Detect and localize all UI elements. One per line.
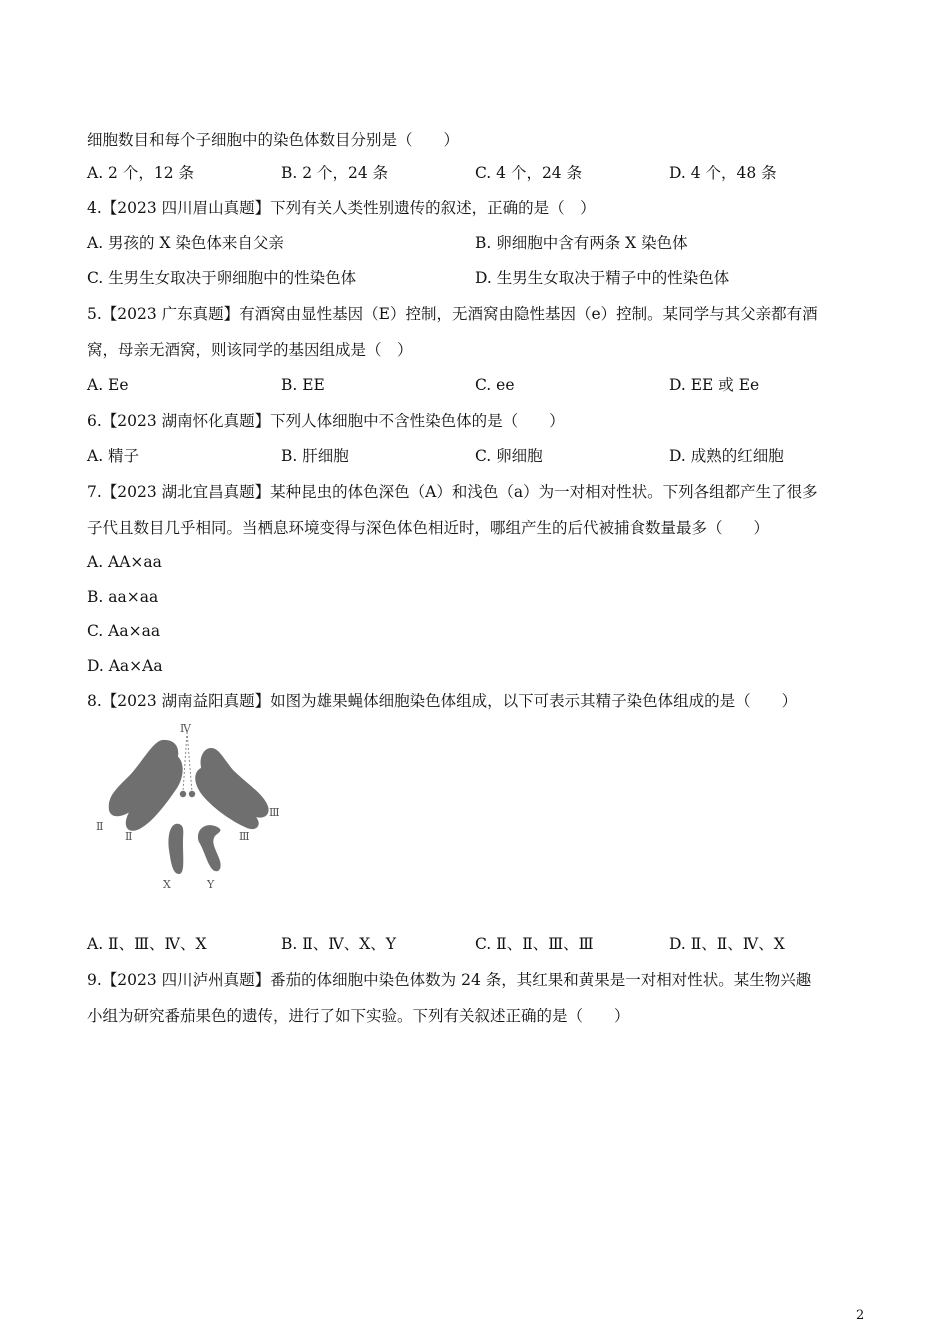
q6-option-d: D. 成熟的红细胞 [669,447,784,465]
q8-option-b: B. Ⅱ、Ⅳ、X、Y [281,935,397,953]
chromosome-iv-dot-left [180,791,186,797]
label-iii-inner: Ⅲ [239,830,250,843]
q8-option-d: D. Ⅱ、Ⅱ、Ⅳ、X [669,935,785,953]
question-5-stem-line2: 窝，母亲无酒窝，则该同学的基因组成是（ ） [87,341,413,359]
q5-option-d: D. EE 或 Ee [669,376,760,394]
q4-option-b: B. 卵细胞中含有两条 X 染色体 [475,234,688,252]
q7-option-a: A. AA×aa [87,553,162,571]
question-9-stem-line2: 小组为研究番茄果色的遗传，进行了如下实验。下列有关叙述正确的是（ ） [87,1007,630,1025]
question-7-stem-line2: 子代且数目几乎相同。当栖息环境变得与深色体色相近时，哪组产生的后代被捕食数量最多（ ） [87,519,770,537]
q7-option-d: D. Aa×Aa [87,657,163,675]
q7-option-b: B. aa×aa [87,588,159,606]
page-number: 2 [856,1308,865,1323]
q8-option-c: C. Ⅱ、Ⅱ、Ⅲ、Ⅲ [475,935,594,953]
question-6-stem: 6.【2023 湖南怀化真题】下列人体细胞中不含性染色体的是（ ） [87,412,565,430]
chromosome-x [168,824,183,874]
fruit-fly-chromosome-figure [87,718,287,908]
chromosome-iv-dot-right [189,791,195,797]
question-9-stem-line1: 9.【2023 四川泸州真题】番茄的体细胞中染色体数为 24 条，其红果和黄果是一对相对性状。某生物兴趣 [87,971,812,989]
question-3-stem-tail: 细胞数目和每个子细胞中的染色体数目分别是（ ） [87,131,460,149]
question-8-stem: 8.【2023 湖南益阳真题】如图为雄果蝇体细胞染色体组成，以下可表示其精子染色体组成的是（ ） [87,692,798,710]
label-iv: Ⅳ [180,722,191,735]
q6-option-c: C. 卵细胞 [475,447,543,465]
label-iii-right: Ⅲ [269,806,280,819]
label-ii-inner: Ⅱ [125,830,133,843]
label-x: X [163,878,171,891]
q3-option-c: C. 4 个，24 条 [475,164,583,182]
label-y: Y [207,878,215,891]
q5-option-b: B. EE [281,376,325,394]
q5-option-c: C. ee [475,376,515,394]
question-5-stem-line1: 5.【2023 广东真题】有酒窝由显性基因（E）控制，无酒窝由隐性基因（e）控制。某同学与其父亲都有酒 [87,305,818,323]
q4-option-a: A. 男孩的 X 染色体来自父亲 [87,234,284,252]
q6-option-a: A. 精子 [87,447,140,465]
question-7-stem-line1: 7.【2023 湖北宜昌真题】某种昆虫的体色深色（A）和浅色（a）为一对相对性状。下列各组都产生了很多 [87,483,818,501]
q8-option-a: A. Ⅱ、Ⅲ、Ⅳ、X [87,935,207,953]
q4-option-d: D. 生男生女取决于精子中的性染色体 [475,269,730,287]
q6-option-b: B. 肝细胞 [281,447,349,465]
q3-option-d: D. 4 个，48 条 [669,164,777,182]
q3-option-a: A. 2 个，12 条 [87,164,194,182]
q7-option-c: C. Aa×aa [87,622,161,640]
q3-option-b: B. 2 个，24 条 [281,164,389,182]
label-ii-left: Ⅱ [96,820,104,833]
question-4-stem: 4.【2023 四川眉山真题】下列有关人类性别遗传的叙述，正确的是（ ） [87,199,596,217]
chromosome-y [198,825,221,871]
q4-option-c: C. 生男生女取决于卵细胞中的性染色体 [87,269,357,287]
q5-option-a: A. Ee [87,376,129,394]
